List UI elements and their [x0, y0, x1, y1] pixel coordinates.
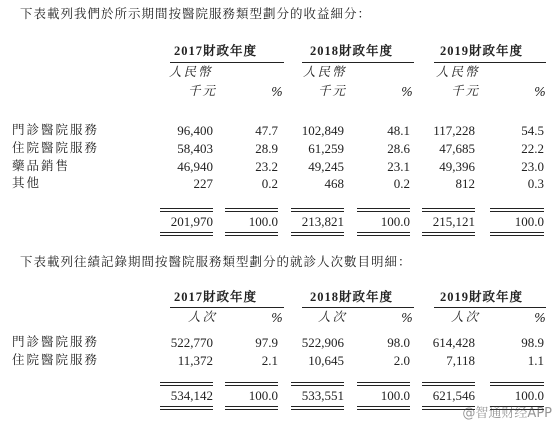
- table1-unit-thousand: 千元: [451, 83, 481, 98]
- table2-cell: 98.0: [387, 335, 410, 350]
- table1-total-rule: [490, 232, 544, 236]
- table2-cell: 522,770: [170, 335, 213, 350]
- table1-cell: 102,849: [301, 123, 344, 138]
- table1-total-rule: [422, 232, 475, 236]
- table2-total-rule: [357, 382, 410, 386]
- table1-pct-header: %: [401, 84, 413, 99]
- table1-total-rule: [490, 208, 544, 212]
- table1-total-rule: [291, 208, 344, 212]
- table1-unit-thousand: 千元: [318, 83, 348, 98]
- table1-cell: 22.2: [521, 141, 544, 156]
- table2-total-rule: [225, 382, 278, 386]
- table2-year-underline: [434, 307, 546, 308]
- table2-year-2018: 2018財政年度: [310, 290, 394, 304]
- table1-total-rule: [225, 208, 278, 212]
- table2-cell: 10,645: [308, 353, 344, 368]
- table1-cell: 49,245: [308, 159, 344, 174]
- table1-row-label: 門診醫院服務: [12, 122, 100, 137]
- table2-total-rule: [422, 382, 475, 386]
- table1-total-cell: 100.0: [514, 214, 544, 229]
- table1-unit-currency: 人民幣: [303, 64, 347, 79]
- table1-cell: 61,259: [308, 141, 344, 156]
- table1-row-label: 住院醫院服務: [12, 140, 100, 155]
- table2-total-rule: [291, 406, 344, 410]
- table1-cell: 58,403: [177, 141, 213, 156]
- table2-total-rule: [357, 406, 410, 410]
- table1-year-underline: [170, 62, 284, 63]
- table2-cell: 1.1: [527, 353, 544, 368]
- table1-cell: 117,228: [433, 123, 475, 138]
- table2-cell: 522,906: [301, 335, 344, 350]
- table2-unit-visits: 人次: [318, 309, 348, 324]
- table1-cell: 28.9: [255, 141, 278, 156]
- table1-unit-thousand: 千元: [188, 83, 218, 98]
- table2-total-cell: 534,142: [170, 388, 213, 403]
- table1-cell: 49,396: [439, 159, 475, 174]
- table1-cell: 48.1: [387, 123, 410, 138]
- table1-total-rule: [357, 232, 410, 236]
- table1-cell: 227: [193, 176, 213, 191]
- table1-total-cell: 213,821: [301, 214, 344, 229]
- table1-total-cell: 201,970: [170, 214, 213, 229]
- table1-row-label: 藥品銷售: [12, 158, 71, 173]
- table2-cell: 2.1: [261, 353, 278, 368]
- table1-cell: 812: [455, 176, 475, 191]
- table1-cell: 47.7: [255, 123, 278, 138]
- table1-cell: 0.2: [393, 176, 410, 191]
- table1-cell: 0.3: [527, 176, 544, 191]
- table2-total-rule: [160, 406, 213, 410]
- table2-total-cell: 100.0: [380, 388, 410, 403]
- table1-cell: 47,685: [439, 141, 475, 156]
- table1-year-underline: [302, 62, 414, 63]
- table1-pct-header: %: [534, 84, 546, 99]
- table2-intro: 下表載列往績記錄期間按醫院服務類型劃分的就診人次數目明細：: [20, 254, 412, 269]
- watermark: @智通财经APP: [462, 406, 552, 421]
- table1-cell: 23.0: [521, 159, 544, 174]
- table1-year-2018: 2018財政年度: [310, 44, 394, 58]
- table1-year-2017: 2017財政年度: [174, 44, 258, 58]
- table2-year-underline: [302, 307, 414, 308]
- table1-unit-currency: 人民幣: [436, 64, 480, 79]
- table1-cell: 23.2: [255, 159, 278, 174]
- table2-row-label: 住院醫院服務: [12, 352, 100, 367]
- table1-total-cell: 100.0: [380, 214, 410, 229]
- table2-total-rule: [225, 406, 278, 410]
- table1-total-cell: 215,121: [432, 214, 475, 229]
- table2-total-cell: 100.0: [248, 388, 278, 403]
- table1-pct-header: %: [271, 84, 283, 99]
- table1-cell: 0.2: [261, 176, 278, 191]
- table2-pct-header: %: [401, 310, 413, 325]
- table2-cell: 2.0: [393, 353, 410, 368]
- table1-cell: 468: [324, 176, 344, 191]
- table2-cell: 7,118: [446, 353, 475, 368]
- table2-year-2017: 2017財政年度: [174, 290, 258, 304]
- table2-year-2019: 2019財政年度: [440, 290, 524, 304]
- table1-cell: 46,940: [177, 159, 213, 174]
- table1-year-2019: 2019財政年度: [440, 44, 524, 58]
- table1-total-rule: [160, 208, 213, 212]
- table2-pct-header: %: [271, 310, 283, 325]
- table2-total-rule: [291, 382, 344, 386]
- table1-cell: 96,400: [177, 123, 213, 138]
- table1-total-rule: [291, 232, 344, 236]
- table1-total-rule: [357, 208, 410, 212]
- table2-cell: 97.9: [255, 335, 278, 350]
- table1-total-cell: 100.0: [248, 214, 278, 229]
- table1-intro: 下表載列我們於所示期間按醫院服務類型劃分的收益細分：: [20, 6, 372, 21]
- table1-row-label: 其他: [12, 175, 42, 190]
- table2-cell: 614,428: [432, 335, 475, 350]
- table2-row-label: 門診醫院服務: [12, 334, 100, 349]
- table2-cell: 11,372: [177, 353, 213, 368]
- table2-unit-visits: 人次: [188, 309, 218, 324]
- table1-year-underline: [434, 62, 546, 63]
- table2-unit-visits: 人次: [451, 309, 481, 324]
- table2-total-cell: 533,551: [301, 388, 344, 403]
- table2-total-cell: 100.0: [514, 388, 544, 403]
- table1-total-rule: [160, 232, 213, 236]
- table1-total-rule: [422, 208, 475, 212]
- table2-year-underline: [170, 307, 284, 308]
- table1-cell: 23.1: [387, 159, 410, 174]
- table1-cell: 54.5: [521, 123, 544, 138]
- table2-cell: 98.9: [521, 335, 544, 350]
- table1-total-rule: [225, 232, 278, 236]
- table2-total-rule: [490, 382, 544, 386]
- table2-total-cell: 621,546: [432, 388, 475, 403]
- table1-cell: 28.6: [387, 141, 410, 156]
- table2-total-rule: [160, 382, 213, 386]
- table2-pct-header: %: [534, 310, 546, 325]
- table1-unit-currency: 人民幣: [169, 64, 213, 79]
